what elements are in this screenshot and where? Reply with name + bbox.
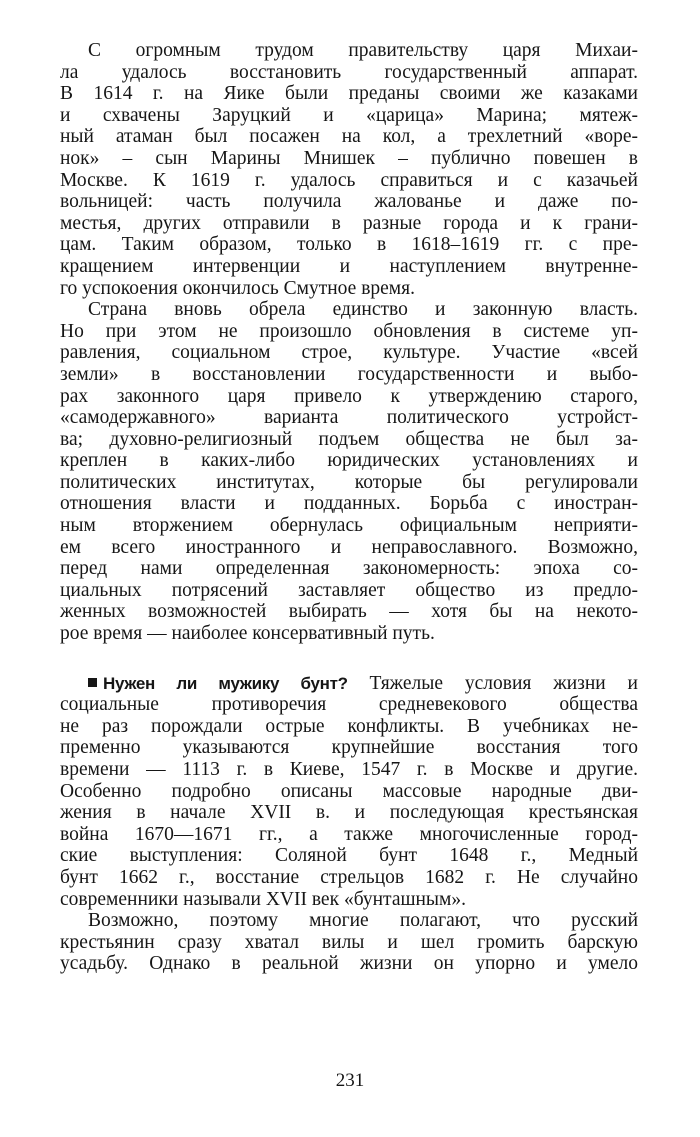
- text-line: Москве. К 1619 г. удалось справиться и с казачьей: [60, 169, 638, 191]
- text-line: Но при этом не произошло обновления в системе уп-: [60, 320, 638, 342]
- text-line: современники называли XVII век «бунташным».: [60, 888, 466, 910]
- text-line: цам. Таким образом, только в 1618–1619 гг. с пре-: [60, 234, 638, 256]
- bullet-square-icon: [88, 678, 97, 687]
- text-line: земли» в восстановлении государственности и выбо-: [60, 363, 638, 385]
- text-line: «самодержавного» варианта политического устройст-: [60, 407, 638, 429]
- text-line: го успокоения окончилось Смутное время.: [60, 277, 415, 299]
- text-line: рое время — наиболее консервативный путь.: [60, 623, 435, 645]
- paragraph-government-restoration: [60, 40, 638, 299]
- text-line: ла удалось восстановить государственный аппарат.: [60, 61, 638, 83]
- text-line: циальных потрясений заставляет общество из предло-: [60, 579, 638, 601]
- text-line: ва; духовно-религиозный подъем общества не был за-: [60, 428, 638, 450]
- text-line: С огромным трудом правительству царя Михаи-: [88, 40, 638, 61]
- text-line: нок» – сын Марины Мнишек – публично повешен в: [60, 147, 638, 169]
- text-line: Страна вновь обрела единство и законную власть.: [88, 299, 638, 321]
- text-line: равления, социальном строе, культуре. Участие «всей: [60, 342, 638, 364]
- text-line: жения в начале XVII в. и последующая крестьянская: [60, 802, 638, 824]
- text-line: бунт 1662 г., восстание стрельцов 1682 г. Не случайно: [60, 866, 638, 888]
- page-number: 231: [335, 1070, 365, 1091]
- text-line: и схвачены Заруцкий и «царица» Марина; мятеж-: [60, 104, 638, 126]
- text-line: пременно указываются крупнейшие восстания того: [60, 737, 638, 759]
- text-fragment: Тяжелые условия жизни и: [369, 672, 638, 694]
- text-line: местья, других отправили в разные города и к грани-: [60, 212, 638, 234]
- text-line: война 1670—1671 гг., а также многочисленные город-: [60, 823, 638, 845]
- text-line: ем всего иностранного и неправославного. Возможно,: [60, 536, 638, 558]
- text-line: крестьянин сразу хватал вилы и шел громить барскую: [60, 931, 638, 953]
- text-line: усадьбу. Однако в реальной жизни он упорно и умело: [60, 953, 638, 975]
- text-line: Особенно подробно описаны массовые народные дви-: [60, 780, 638, 802]
- text-line: креплен в каких-либо юридических установлениях и: [60, 450, 638, 472]
- text-line: отношения власти и подданных. Борьба с иностран-: [60, 493, 638, 515]
- text-line: не раз порождали острые конфликты. В учебниках не-: [60, 715, 638, 737]
- text-line: ские выступления: Соляной бунт 1648 г., Медный: [60, 845, 638, 867]
- section-first-line: [60, 673, 638, 695]
- text-line: ным вторжением обернулась официальным неприяти-: [60, 515, 638, 537]
- page-text: [60, 40, 638, 975]
- section-peasant-revolt: [60, 673, 638, 911]
- text-line: женных возможностей выбирать — хотя бы на некото-: [60, 601, 638, 623]
- text-line: ный атаман был посажен на кол, а трехлетний «воре-: [60, 126, 638, 148]
- text-line: кращением интервенции и наступлением внутренне-: [60, 255, 638, 277]
- text-line: перед нами определенная закономерность: эпоха со-: [60, 558, 638, 580]
- paragraph-country-unity: [60, 299, 638, 645]
- section-gap: [60, 645, 638, 673]
- text-line: Возможно, поэтому многие полагают, что русский: [88, 910, 638, 932]
- text-line: В 1614 г. на Яике были преданы своими же казаками: [60, 83, 638, 105]
- section-heading: Нужен ли мужику бунт?: [103, 673, 348, 693]
- text-line: времени — 1113 г. в Киеве, 1547 г. в Москве и другие.: [60, 759, 638, 780]
- text-line: рах законного царя привело к утверждению старого,: [60, 385, 638, 407]
- paragraph-peasant-behavior: [60, 910, 638, 975]
- text-line: социальные противоречия средневекового общества: [60, 694, 638, 716]
- text-line: политических институтах, которые бы регулировали: [60, 471, 638, 493]
- text-line: вольницей: часть получила жалованье и даже по-: [60, 191, 638, 213]
